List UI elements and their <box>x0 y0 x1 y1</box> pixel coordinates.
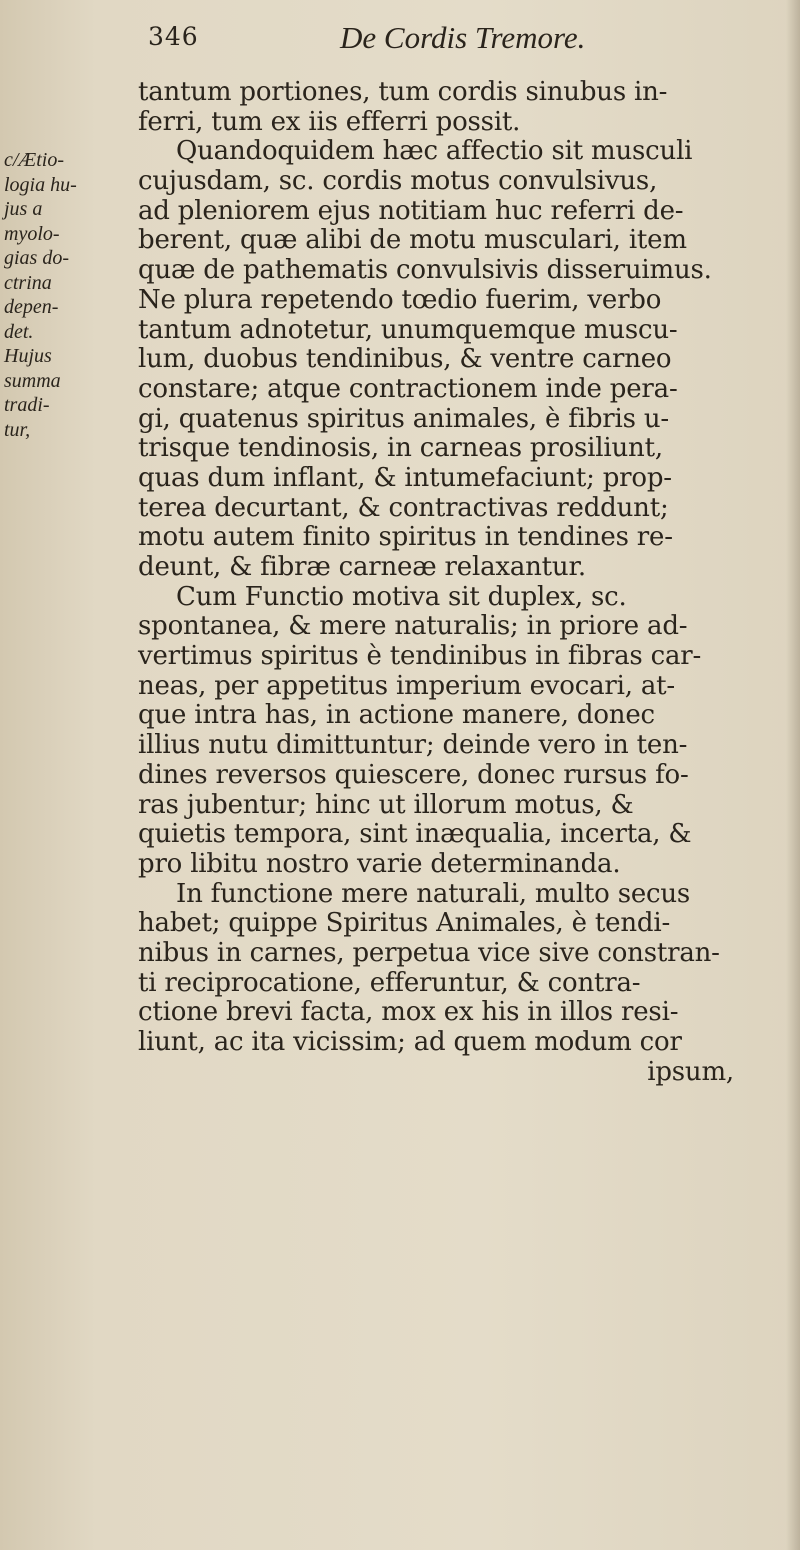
text-line: berent, quæ alibi de motu musculari, item <box>138 225 687 256</box>
text-line: terea decurtant, & contractivas reddunt; <box>138 492 669 523</box>
text-line: tantum adnotetur, unumquemque muscu- <box>138 314 678 345</box>
text-line: que intra has, in actione manere, donec <box>138 700 655 731</box>
text-line: vertimus spiritus è tendinibus in fibras car- <box>138 641 702 672</box>
marginal-note-line: myolo- <box>4 222 60 245</box>
text-line: dines reversos quiescere, donec rursus fo- <box>138 759 689 790</box>
text-line: constare; atque contractionem inde pera- <box>138 373 678 404</box>
text-line: deunt, & fibræ carneæ relaxantur. <box>138 552 586 582</box>
text-line: illius nutu dimittuntur; deinde vero in ten- <box>138 730 688 761</box>
text-line: ti reciprocatione, efferuntur, & contra- <box>138 967 641 998</box>
marginal-note-line: tur, <box>4 418 31 441</box>
text-line: nibus in carnes, perpetua vice sive constran- <box>138 937 720 968</box>
text-line: tantum portiones, tum cordis sinubus in- <box>138 77 668 107</box>
text-line: Ne plura repetendo tœdio fuerim, verbo <box>138 284 662 315</box>
text-line: ctione brevi facta, mox ex his in illos resi- <box>138 997 679 1028</box>
marginal-note-line: jus a <box>4 198 43 220</box>
page-header <box>140 22 660 62</box>
text-line: ad pleniorem ejus notitiam huc referri de- <box>138 195 684 226</box>
marginal-note-line: c/Ætio- <box>4 149 64 171</box>
running-title: De Cordis Tremore. <box>340 20 586 55</box>
text-line: neas, per appetitus imperium evocari, at- <box>138 670 675 701</box>
catchword: ipsum, <box>647 1056 734 1087</box>
marginal-note-line: gias do- <box>4 247 69 269</box>
text-line: spontanea, & mere naturalis; in priore ad- <box>138 611 688 642</box>
text-line: motu autem finito spiritus in tendines re- <box>138 522 673 553</box>
marginal-note-line: depen- <box>4 296 59 318</box>
text-line: trisque tendinosis, in carneas prosiliunt, <box>138 433 663 464</box>
body-text <box>138 78 790 1087</box>
marginal-note-line: Hujus <box>4 345 52 367</box>
text-line: quæ de pathematis convulsivis disseruimus. <box>138 255 712 286</box>
marginal-note-line: det. <box>4 320 34 343</box>
text-line: liunt, ac ita vicissim; ad quem modum cor <box>138 1027 682 1057</box>
text-line: cujusdam, sc. cordis motus convulsivus, <box>138 166 658 197</box>
text-line: quietis tempora, sint inæqualia, incerta, & <box>138 819 692 850</box>
text-line: habet; quippe Spiritus Animales, è tendi- <box>138 908 671 939</box>
text-line: In functione mere naturali, multo secus <box>176 878 691 909</box>
page-number: 346 <box>148 22 199 51</box>
text-line: Cum Functio motiva sit duplex, sc. <box>176 581 627 612</box>
marginal-note-line: tradi- <box>4 394 50 416</box>
marginal-note <box>4 148 130 442</box>
text-line: pro libitu nostro varie determinanda. <box>138 848 621 879</box>
marginal-note-line: summa <box>4 369 61 392</box>
text-line: ferri, tum ex iis efferri possit. <box>138 106 521 137</box>
text-line: ras jubentur; hinc ut illorum motus, & <box>138 789 634 820</box>
text-line: gi, quatenus spiritus animales, è fibris u- <box>138 403 669 434</box>
text-line: Quandoquidem hæc affectio sit musculi <box>176 136 693 167</box>
marginal-note-line: ctrina <box>4 271 52 294</box>
marginal-note-line: logia hu- <box>4 173 77 196</box>
text-line: lum, duobus tendinibus, & ventre carneo <box>138 344 672 375</box>
text-line: quas dum inflant, & intumefaciunt; prop- <box>138 462 672 493</box>
